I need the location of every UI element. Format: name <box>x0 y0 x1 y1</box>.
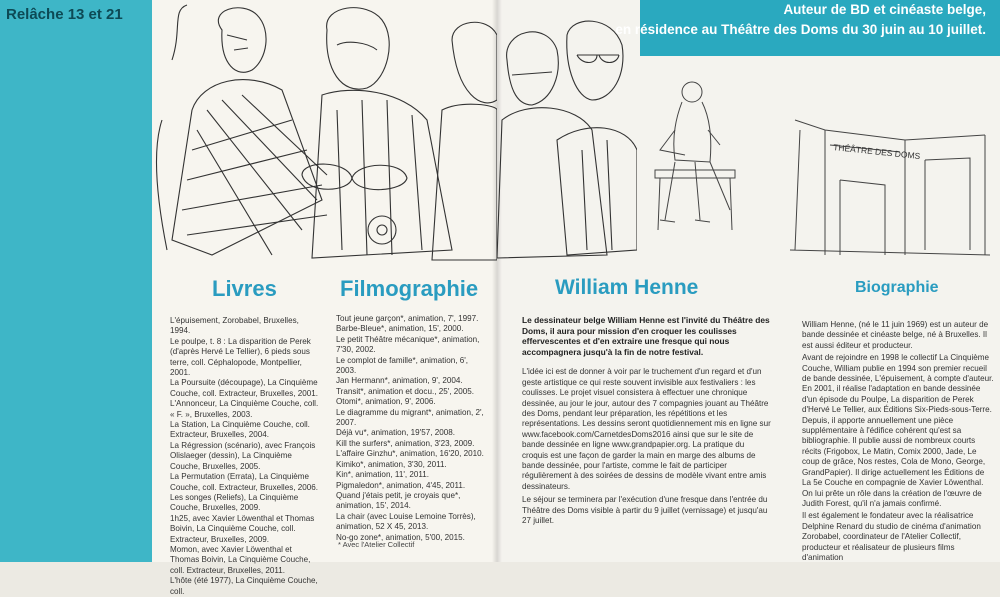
sketch-people-drawing <box>152 0 497 265</box>
list-item: 1h25, avec Xavier Löwenthal et Thomas Boivin, La Cinquième Couche, coll. Extracteur, Bruxelles, 2009. <box>170 513 315 544</box>
list-item: Le complot de famille*, animation, 6', 2003. <box>336 355 469 376</box>
william-henne-article <box>522 315 772 526</box>
teal-side-strip <box>0 0 152 562</box>
list-item: Tout jeune garçon*, animation, 7', 1997. <box>336 314 479 323</box>
biographie-paragraph-2: Avant de rejoindre en 1998 le collectif La Cinquième Couche, William publie en 1994 son premier recueil de bande dessinée, L'épuisement, à compte d'auteur. En 2001, il réalise l'adaptation en bande dessinée d'un épisode du Poulpe, La disparition de Perek d'Hervé Le Tellier, aux Éditions Six-Pieds-sous-Terre. Depuis, il apporte annuellement une pièce supplémentaire à l'édifice cohérent qu'est sa bibliographie. Il publie aussi de nombreux courts récits (Frigobox, Le Matin, Comix 2000, Jade, Le coup de grâce, Nos restes, Cola de Mono, George, GrandPapier). Il dirige actuellement les Éditions de La 5e Couche en compagnie de Xavier Löwenthal. On lui prête un rôle dans la création de l'œuvre de Judith Forest, qu'il n'a jamais confirmé. <box>802 353 994 508</box>
list-item: La Permutation (Errata), La Cinquième Couche, coll. Extracteur, Bruxelles, 2006. <box>170 472 319 492</box>
biographie-heading: Biographie <box>855 279 939 296</box>
list-item: Les songes (Reliefs), La Cinquième Couche, Bruxelles, 2009. <box>170 492 299 513</box>
list-item: Kimiko*, animation, 3'30, 2011. <box>336 459 447 469</box>
list-item: La Poursuite (découpage), La Cinquième Couche, coll. Extracteur, Bruxelles, 2001. <box>170 378 319 398</box>
livres-list <box>170 316 320 597</box>
list-item: Otomi*, animation, 9', 2006. <box>336 397 436 407</box>
william-lead-paragraph: Le dessinateur belge William Henne est l'invité du Théâtre des Doms, il aura pour mission d'en croquer les coulisses effervescentes et d'en extraire une fresque qui nous accompagnera jusqu'à la fin de notre festival. <box>522 315 770 357</box>
list-item: Quand j'étais petit, je croyais que*, animation, 15', 2014. <box>336 490 461 511</box>
list-item: L'Annonceur, La Cinquième Couche, coll. « F. », Bruxelles, 2003. <box>170 399 319 419</box>
sketch-people-drawing-right <box>497 0 637 262</box>
title-banner <box>615 0 1000 56</box>
list-item: L'affaire Ginzhu*, animation, 16'20, 2010. <box>336 449 484 459</box>
list-item: Le poulpe, t. 8 : La disparition de Perek (d'après Hervé Le Tellier), 6 pieds sous terre, coll. Céphalopode, Montpellier, 2001. <box>170 336 311 378</box>
sketch-theatre-building <box>785 100 995 260</box>
list-item: Le petit Théâtre mécanique*, animation, 7'30, 2002. <box>336 334 480 355</box>
list-item: Kill the surfers*, animation, 3'23, 2009. <box>336 438 475 448</box>
william-paragraph-2: Le séjour se terminera par l'exécution d'une fresque dans l'entrée du Théâtre des Doms visible à partir du 9 juillet (vernissage) et jusqu'au 27 juillet. <box>522 495 768 526</box>
filmographie-list <box>336 314 484 543</box>
biographie-paragraph-1: William Henne, (né le 11 juin 1969) est un auteur de bande dessinée et cinéaste belge, né à Bruxelles. Il est aussi éditeur et producteur. <box>802 320 989 350</box>
list-item: Momon, avec Xavier Löwenthal et Thomas Boivin, La Cinquième Couche, coll. Extracteur, Bruxelles, 2011. <box>170 544 311 575</box>
list-item: Pigmaledon*, animation, 4'45, 2011. <box>336 480 466 490</box>
filmographie-footnote: * Avec l'Atelier Collectif <box>338 540 415 549</box>
list-item: La chair (avec Louise Lemoine Torrès), animation, 52 X 45, 2013. <box>336 511 476 532</box>
theatre-sign-text: THÉÂTRE DES DOMS <box>832 142 921 162</box>
livres-heading: Livres <box>212 276 277 301</box>
list-item: Barbe-Bleue*, animation, 15', 2000. <box>336 324 464 334</box>
list-item: Déjà vu*, animation, 19'57, 2008. <box>336 428 455 438</box>
list-item: Le diagramme du migrant*, animation, 2', 2007. <box>336 407 484 428</box>
sketch-seated-figure <box>640 70 760 260</box>
biographie-paragraph-3: Il est également le fondateur avec la réalisatrice Delphine Renard du studio de cinéma d'animation Zorobabel, coordinateur de l'Atelier Collectif, producteur et réalisateur de plusieurs films d'animation <box>802 511 981 562</box>
biographie-article <box>802 320 994 563</box>
list-item: L'épuisement, Zorobabel, Bruxelles, 1994. <box>170 316 299 336</box>
banner-line-1: Auteur de BD et cinéaste belge, <box>783 2 986 17</box>
william-paragraph-1: L'idée ici est de donner à voir par le truchement d'un regard et d'un geste artistique ce qui reste souvent invisible aux festivaliers : les coulisses. Le projet visuel consistera à effectuer une chronique dessinée, au jour le jour, autour des 7 compagnies jouant au Théâtre des Doms, pendant leur préparation, les répétitions et les représentations. Les dessins seront quotidiennement mis en ligne sur www.facebook.com/CarnetdesDoms2016 ainsi que sur le site de bande dessinée en ligne www.grandpapier.org. La pratique du croquis est une façon de garder la main en marge des albums de bande dessinée, pour l'artiste, comme le fait de participer régulièrement à des soirées de dessins de modèle vivant entre amis dessinateurs. <box>522 367 771 491</box>
list-item: La Régression (scénario), avec François Olislaeger (dessin), La Cinquième Couche, Bruxelles, 2005. <box>170 440 316 471</box>
list-item: Kin*, animation, 11', 2011. <box>336 470 430 480</box>
william-henne-heading: William Henne <box>555 276 699 299</box>
list-item: La Station, La Cinquième Couche, coll. Extracteur, Bruxelles, 2004. <box>170 420 310 440</box>
list-item: L'hôte (été 1977), La Cinquième Couche, coll. <box>170 576 318 596</box>
list-item: Transit*, animation et docu., 25', 2005. <box>336 386 475 396</box>
banner-line-2: en résidence au Théâtre des Doms du 30 juin au 10 juillet. <box>615 22 986 37</box>
list-item: No-go zone*, animation, 5'00, 2015. <box>336 532 465 542</box>
side-note: Relâche 13 et 21 <box>6 6 123 23</box>
list-item: Jan Hermann*, animation, 9', 2004. <box>336 376 463 386</box>
filmographie-heading: Filmographie <box>340 276 479 301</box>
